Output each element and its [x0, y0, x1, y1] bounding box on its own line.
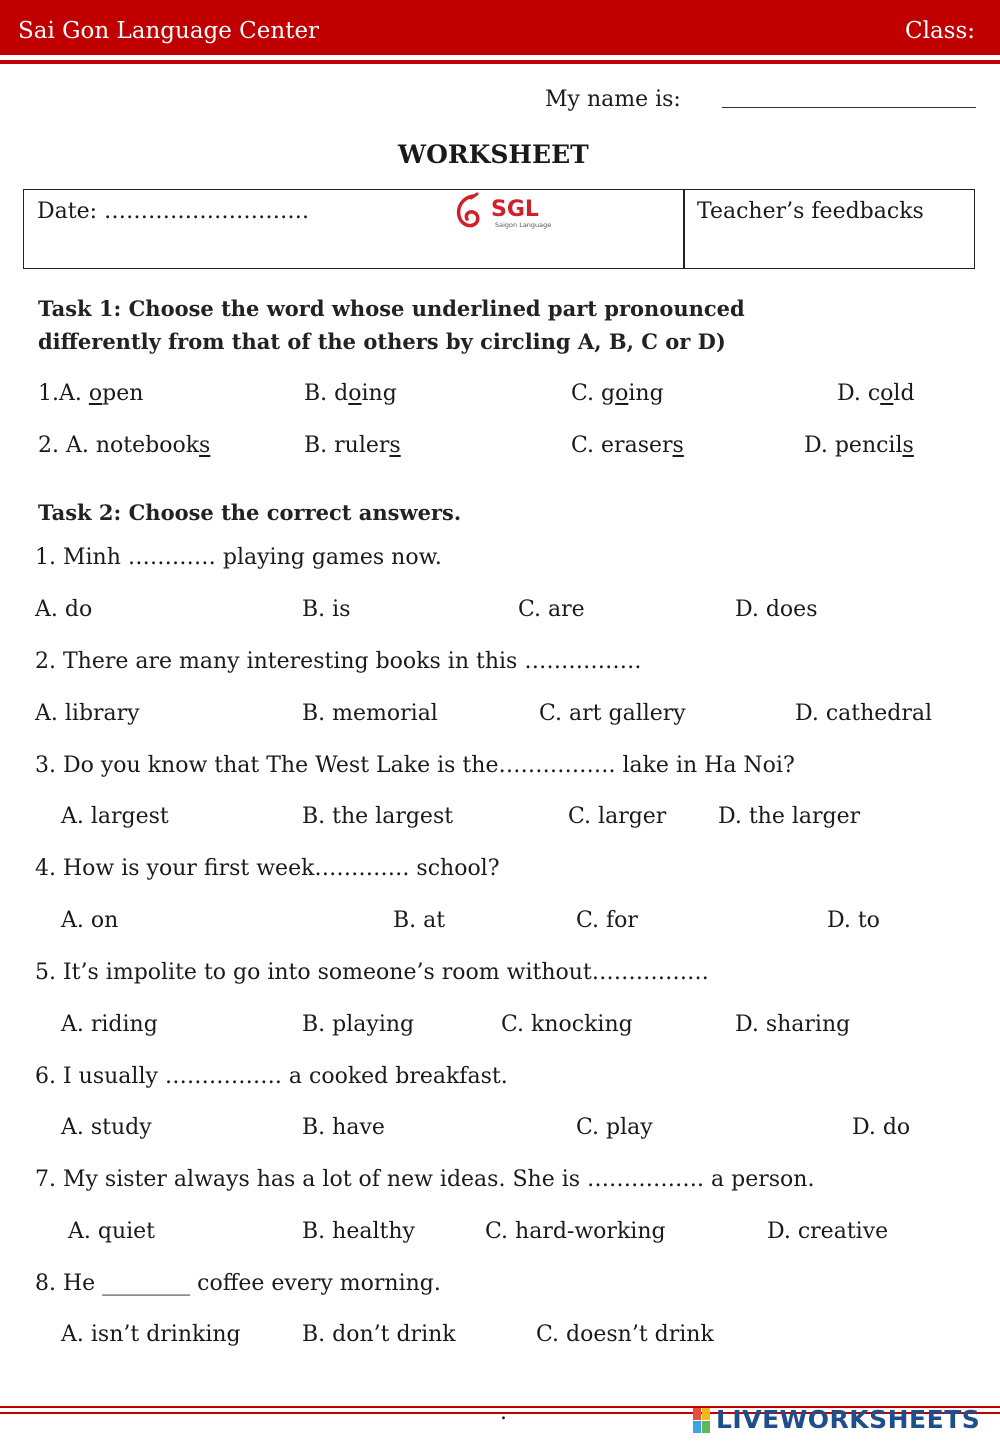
logo-subtext: Saigon Language [495, 221, 552, 229]
question-6-option-d: D. do [852, 1115, 911, 1140]
question-6-option-b: B. have [302, 1115, 385, 1140]
task1-q2-option-d: D. pencils [804, 433, 914, 458]
sgl-logo [455, 192, 560, 232]
question-1: 1. Minh ………… playing games now. [35, 545, 442, 570]
question-7-option-c: C. hard-working [485, 1219, 666, 1244]
question-3: 3. Do you know that The West Lake is the……………. lake in Ha Noi? [35, 753, 795, 778]
question-4-option-a: A. on [61, 908, 119, 933]
question-7: 7. My sister always has a lot of new ideas. She is ……………. a person. [35, 1167, 815, 1192]
question-2: 2. There are many interesting books in this ……………. [35, 649, 642, 674]
question-6-option-c: C. play [576, 1115, 653, 1140]
question-2-option-a: A. library [35, 701, 140, 726]
question-2-option-b: B. memorial [302, 701, 438, 726]
question-1-option-a: A. do [35, 597, 93, 622]
task1-q1-option-a: 1.A. open [38, 381, 144, 406]
question-4-option-c: C. for [576, 908, 638, 933]
date-label: Date: ………………………. [37, 199, 310, 224]
task1-q1-option-d: D. cold [837, 381, 915, 406]
question-4-option-b: B. at [393, 908, 446, 933]
task1-heading-line2: differently from that of the others by circling A, B, C or D) [38, 329, 726, 354]
question-5-option-d: D. sharing [735, 1012, 851, 1037]
question-8-option-c: C. doesn’t drink [536, 1322, 714, 1347]
info-box-divider [683, 189, 685, 269]
page-title: WORKSHEET [398, 140, 589, 169]
question-1-option-d: D. does [735, 597, 818, 622]
footer-dot: . [500, 1400, 507, 1425]
question-8-option-a: A. isn’t drinking [61, 1322, 241, 1347]
task1-q2-option-a: 2. A. notebooks [38, 433, 211, 458]
task1-q1-option-c: C. going [571, 381, 664, 406]
question-2-option-d: D. cathedral [795, 701, 933, 726]
liveworksheets-badge-icon [693, 1408, 711, 1434]
question-4: 4. How is your first week…………. school? [35, 856, 500, 881]
question-8-option-b: B. don’t drink [302, 1322, 456, 1347]
question-5: 5. It’s impolite to go into someone’s room without……………. [35, 960, 709, 985]
question-6: 6. I usually ……………. a cooked breakfast. [35, 1064, 508, 1089]
task1-q1-option-b: B. doing [304, 381, 397, 406]
name-label: My name is: [545, 87, 681, 112]
question-7-option-b: B. healthy [302, 1219, 415, 1244]
question-1-option-b: B. is [302, 597, 351, 622]
task1-heading-line1: Task 1: Choose the word whose underlined part pronounced [38, 296, 745, 321]
question-3-option-b: B. the largest [302, 804, 454, 829]
feedback-label: Teacher’s feedbacks [697, 199, 924, 224]
question-6-option-a: A. study [61, 1115, 152, 1140]
task1-q2-option-b: B. rulers [304, 433, 401, 458]
question-2-option-c: C. art gallery [539, 701, 686, 726]
liveworksheets-brand[interactable]: LIVEWORKSHEETS [716, 1405, 981, 1434]
question-4-option-d: D. to [827, 908, 880, 933]
question-7-option-d: D. creative [767, 1219, 889, 1244]
question-5-option-c: C. knocking [501, 1012, 633, 1037]
task2-heading: Task 2: Choose the correct answers. [38, 500, 462, 525]
question-3-option-a: A. largest [61, 804, 169, 829]
class-label: Class: [905, 18, 976, 44]
task1-q2-option-c: C. erasers [571, 433, 684, 458]
name-line [722, 107, 976, 108]
center-name: Sai Gon Language Center [18, 18, 320, 44]
question-7-option-a: A. quiet [68, 1219, 156, 1244]
question-5-option-b: B. playing [302, 1012, 415, 1037]
question-5-option-a: A. riding [61, 1012, 158, 1037]
question-1-option-c: C. are [518, 597, 585, 622]
logo-text: SGL [491, 197, 539, 222]
question-3-option-d: D. the larger [718, 804, 861, 829]
question-8: 8. He ________ coffee every morning. [35, 1271, 441, 1296]
question-3-option-c: C. larger [568, 804, 667, 829]
header-rule [0, 60, 1000, 64]
